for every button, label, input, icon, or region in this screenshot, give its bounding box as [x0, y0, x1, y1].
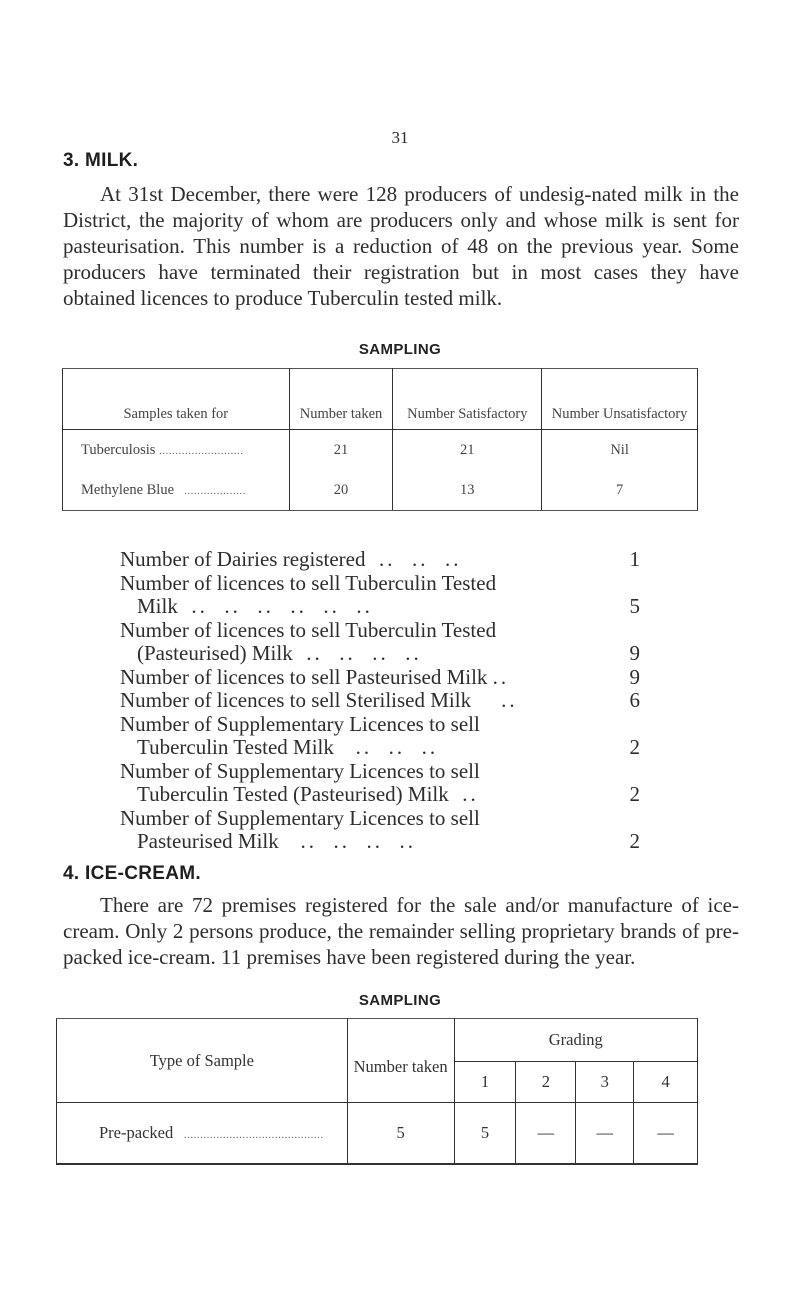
list-item — [120, 666, 640, 690]
ice-cream-sampling-title: SAMPLING — [358, 992, 442, 1009]
stat-label: Number of Supplementary Licences to sell — [120, 758, 480, 783]
dot-leader: .. .. .. .. .. .. — [183, 594, 373, 618]
row-label: Methylene Blue — [81, 481, 175, 498]
stat-label-continuation: Milk — [137, 594, 178, 618]
dot-leader: .. .. .. .. — [284, 829, 416, 853]
stat-label: Number of licences to sell Sterilised Milk — [120, 688, 472, 712]
dot-leader: .. — [454, 782, 479, 806]
stat-value: 6 — [629, 688, 640, 712]
milk-heading: 3. MILK. — [63, 150, 139, 171]
grade-2-cell: — — [516, 1103, 576, 1165]
stat-label-continuation: Pasteurised Milk — [137, 829, 279, 853]
stat-label: Number of Supplementary Licences to sell — [120, 711, 480, 736]
list-item — [120, 619, 640, 666]
stat-value: 2 — [629, 829, 640, 853]
stat-label-continuation: Tuberculin Tested (Pasteurised) Milk — [137, 782, 449, 806]
column-header-grading: Grading — [454, 1019, 697, 1062]
stat-value: 2 — [629, 735, 640, 759]
stat-value: 9 — [629, 664, 640, 689]
dot-leader: ........................................... — [177, 1129, 324, 1141]
column-header-number-satisfactory: Number Satisfactory — [393, 369, 542, 430]
grade-4-cell: — — [634, 1103, 698, 1165]
number-taken-cell: 5 — [347, 1103, 454, 1165]
ice-cream-sampling-table — [56, 1018, 698, 1165]
dot-leader: .. — [476, 688, 518, 712]
row-label-cell — [63, 470, 290, 511]
stat-value: 2 — [629, 782, 640, 806]
row-label: Pre-packed — [99, 1123, 174, 1142]
dot-leader: .. .. .. — [370, 547, 462, 571]
list-item — [120, 760, 640, 807]
number-satisfactory-cell: 13 — [393, 470, 542, 511]
number-satisfactory-cell: 21 — [393, 430, 542, 471]
stat-label-continuation: Tuberculin Tested Milk — [137, 735, 334, 759]
column-header-type-of-sample: Type of Sample — [57, 1019, 348, 1103]
table-row — [63, 430, 698, 471]
dot-leader: .. .. .. .. — [297, 641, 422, 665]
table-row — [57, 1103, 698, 1165]
dot-leader: .. .. .. — [339, 735, 439, 759]
stat-label: Number of licences to sell Tuberculin Tested — [120, 570, 497, 595]
row-label-cell — [57, 1103, 348, 1165]
number-taken-cell: 21 — [289, 430, 393, 471]
number-taken-cell: 20 — [289, 470, 393, 511]
page-number: 31 — [391, 128, 409, 147]
number-unsatisfactory-cell: Nil — [542, 430, 698, 471]
stat-label: Number of Dairies registered — [120, 547, 366, 571]
column-header-number-taken: Number taken — [289, 369, 393, 430]
stat-label: Number of licences to sell Pasteurised Milk — [120, 664, 488, 689]
list-item — [120, 689, 640, 713]
ice-cream-paragraph: There are 72 premises registered for the sale and/or manufacture of ice-cream. Only 2 persons produce, the remainder selling proprietary brands of pre-packed ice-cream. 11 premises have been registered during the year. — [63, 893, 739, 969]
grade-header-1: 1 — [454, 1062, 516, 1103]
dot-leader: ................... — [177, 484, 246, 497]
row-label-cell — [63, 430, 290, 471]
milk-sampling-table — [62, 368, 698, 511]
column-header-number-taken: Number taken — [347, 1019, 454, 1103]
grade-header-4: 4 — [634, 1062, 698, 1103]
list-item — [120, 572, 640, 619]
list-item — [120, 713, 640, 760]
number-unsatisfactory-cell: 7 — [542, 470, 698, 511]
milk-paragraph: At 31st December, there were 128 producers of undesig-nated milk in the District, the majority of whom are producers only and whose milk is sent for pasteurisation. This number is a reduction of 48 on the previous year. Some producers have terminated their registration but in most cases they have obtained licences to produce Tuberculin tested milk. — [63, 182, 739, 310]
stat-value: 5 — [629, 594, 640, 618]
ice-cream-heading: 4. ICE-CREAM. — [63, 863, 201, 884]
dot-leader: .. — [492, 664, 510, 689]
list-item — [120, 548, 640, 572]
stat-label: Number of Supplementary Licences to sell — [120, 805, 480, 830]
table-row — [63, 470, 698, 511]
licence-statistics-list — [120, 548, 640, 854]
milk-sampling-title: SAMPLING — [358, 341, 442, 358]
stat-value: 9 — [629, 641, 640, 665]
dot-leader: .......................... — [159, 444, 244, 457]
grade-3-cell: — — [576, 1103, 634, 1165]
stat-label-continuation: (Pasteurised) Milk — [137, 641, 293, 665]
stat-label: Number of licences to sell Tuberculin Tested — [120, 617, 497, 642]
grade-header-2: 2 — [516, 1062, 576, 1103]
stat-value: 1 — [629, 547, 640, 571]
column-header-samples-taken-for: Samples taken for — [63, 369, 290, 430]
row-label: Tuberculosis — [81, 441, 156, 458]
column-header-number-unsatisfactory: Number Unsatisfactory — [542, 369, 698, 430]
list-item — [120, 807, 640, 854]
grade-1-cell: 5 — [454, 1103, 516, 1165]
grade-header-3: 3 — [576, 1062, 634, 1103]
